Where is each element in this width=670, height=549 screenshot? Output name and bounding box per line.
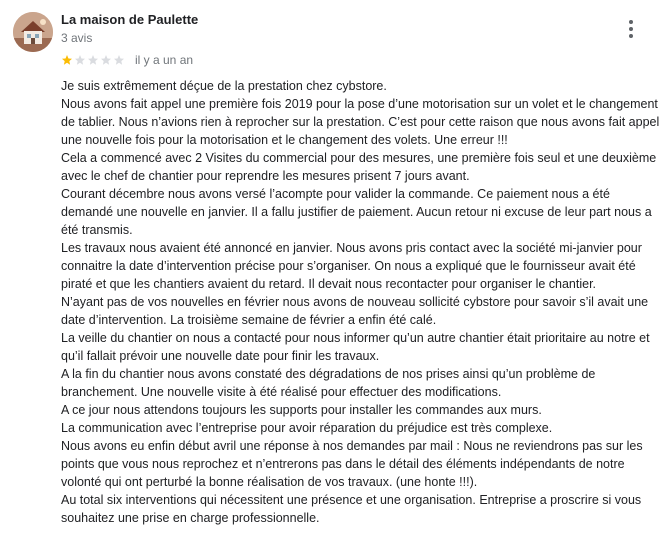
author-name[interactable]: La maison de Paulette [61, 12, 199, 27]
review-paragraph: Cela a commencé avec 2 Visites du commercial pour des mesures, une première fois seul et une deuxième avec le chef de chantier pour reprendre les mesures prisent 7 jours avant. [61, 151, 657, 183]
star-empty-icon [113, 54, 125, 66]
review-paragraph: A ce jour nous attendons toujours les supports pour installer les commandes aux murs. [61, 403, 542, 417]
review-paragraph: Je suis extrêmement déçue de la prestation chez cybstore. [61, 79, 387, 93]
more-options-button[interactable] [620, 17, 642, 41]
review-paragraph: La veille du chantier on nous a contacté pour nous informer qu’un autre chantier était prioritaire au notre et qu’il fallait prévoir une nouvelle date pour finir les travaux. [61, 331, 650, 363]
review-paragraph: Courant décembre nous avons versé l’acompte pour valider la commande. Ce paiement nous a été demandé une nouvelle en janvier. Il a fallu justifier de paiement. Aucun retour ni excuse de leur part nous a été transmis. [61, 187, 652, 237]
review-paragraph: Les travaux nous avaient été annoncé en janvier. Nous avons pris contact avec la société mi-janvier pour connaitre la date d’intervention précise pour s’organiser. On nous a expliqué que le fournisseur avait été piraté et que les chantiers avaient du retard. Il devait nous recontacter pour organiser le chantier. [61, 241, 642, 291]
review-text [61, 77, 661, 527]
review-paragraph: Nous avons fait appel une première fois 2019 pour la pose d’une motorisation sur un volet et le changement de tablier. Nous n’avions rien à reprocher sur la prestation. C’est pour cette raison que nous avons fait appel une nouvelle fois pour la motorisation et le changement des volets. Une erreur !!! [61, 97, 660, 147]
review-paragraph: N’ayant pas de vos nouvelles en février nous avons de nouveau sollicité cybstore pour savoir s’il avait une date d’intervention. La troisième semaine de février a enfin été calé. [61, 295, 649, 327]
more-vert-icon [629, 20, 633, 24]
review-count: 3 avis [61, 31, 93, 45]
star-empty-icon [87, 54, 99, 66]
star-filled-icon [61, 54, 73, 66]
review-paragraph: Au total six interventions qui nécessitent une présence et une organisation. Entreprise a proscrire si vous souhaitez une prise en charge professionnelle. [61, 493, 642, 525]
review-paragraph: Nous avons eu enfin début avril une réponse à nos demandes par mail : Nous ne reviendrons pas sur les points que vous nous reprochez et n’entrerons pas dans le détail des éléments indépendants de notre volonté qui ont perturbé la bonne réalisation de vos travaux. (une honte !!!). [61, 439, 643, 489]
avatar[interactable] [13, 12, 53, 52]
review-paragraph: A la fin du chantier nous avons constaté des dégradations de nos prises ainsi qu’un problème de branchement. Une nouvelle visite à été réalisé pour effectuer des modifications. [61, 367, 596, 399]
review-date: il y a un an [135, 53, 194, 67]
rating-row [61, 52, 193, 68]
star-empty-icon [100, 54, 112, 66]
star-empty-icon [74, 54, 86, 66]
star-rating [61, 54, 125, 66]
house-avatar-icon [13, 12, 53, 52]
review-paragraph: La communication avec l’entreprise pour avoir réparation du préjudice est très complexe. [61, 421, 553, 435]
